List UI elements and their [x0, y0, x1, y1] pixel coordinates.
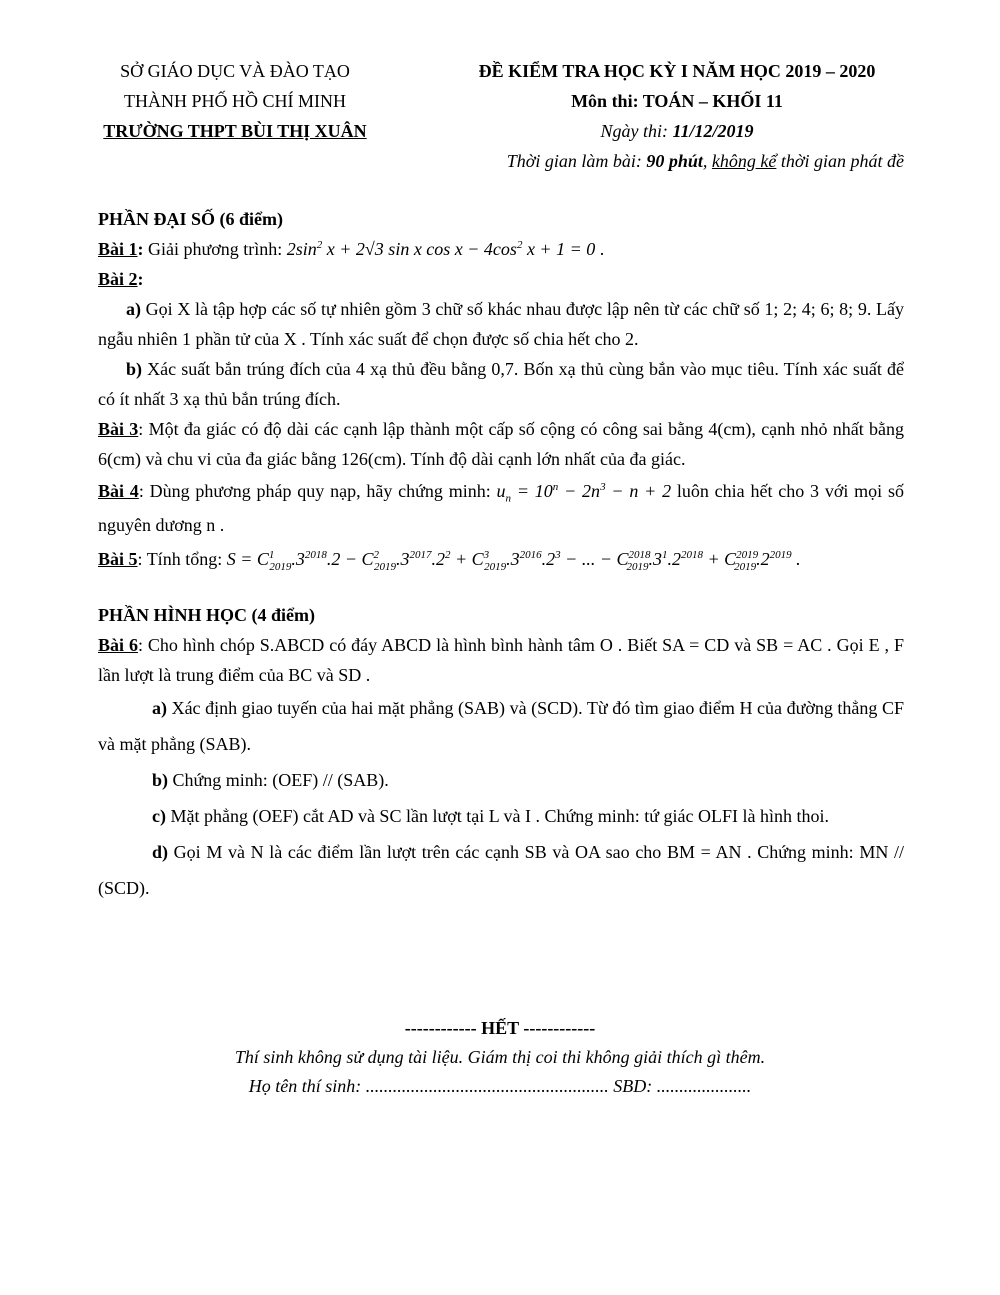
bai-5: [98, 542, 904, 576]
bai-2b-text: Xác suất bắn trúng đích của 4 xạ thủ đều bằng 0,7. Bốn xạ thủ cùng bắn vào mục tiêu. Tính xác suất để có ít nhất 3 xạ thủ bắn trúng đích.: [98, 359, 904, 409]
bai-2a-label: a): [126, 299, 141, 319]
exam-date-label: Ngày thi:: [600, 121, 673, 141]
duration-underline: không kể: [711, 151, 777, 171]
exam-duration: [450, 146, 904, 176]
bai-3: [98, 414, 904, 474]
bai-4: [98, 474, 904, 542]
school-name: TRƯỜNG THPT BÙI THỊ XUÂN: [103, 121, 367, 141]
duration-prefix: Thời gian làm bài:: [506, 151, 647, 171]
bai-4-text: : Dùng phương pháp quy nạp, hãy chứng minh:: [138, 481, 497, 501]
city-name: THÀNH PHỐ HỒ CHÍ MINH: [124, 91, 346, 111]
department-name: SỞ GIÁO DỤC VÀ ĐÀO TẠO: [120, 61, 350, 81]
end-marker: ------------ HẾT ------------: [404, 1018, 596, 1038]
bai-1-text: Giải phương trình:: [143, 239, 287, 259]
header-left: [90, 56, 380, 146]
bai-6b: [98, 762, 904, 798]
bai-6-text: : Cho hình chóp S.ABCD có đáy ABCD là hình bình hành tâm O . Biết SA = CD và SB = AC . Gọi E , F lần lượt là trung điểm của BC và SD .: [98, 635, 904, 685]
bai-6d-text: Gọi M và N là các điểm lần lượt trên các cạnh SB và OA sao cho BM = AN . Chứng minh: MN // (SCD).: [98, 842, 904, 898]
bai-4-tail: luôn chia hết cho 3 với mọi số nguyên dương n .: [98, 481, 904, 535]
bai-1-label: Bài 1: [98, 239, 138, 259]
bai-6a: [98, 690, 904, 762]
bai-4-label: Bài 4: [98, 481, 139, 501]
candidate-note: Thí sinh không sử dụng tài liệu. Giám thị coi thi không giải thích gì thêm.: [234, 1047, 766, 1067]
bai-6d: [98, 834, 904, 906]
bai-6c-text: Mặt phẳng (OEF) cắt AD và SC lần lượt tại L và I . Chứng minh: tứ giác OLFI là hình thoi.: [165, 806, 830, 826]
bai-6b-text: Chứng minh: (OEF) // (SAB).: [168, 770, 389, 790]
exam-date: [450, 116, 904, 146]
geometry-heading: PHẦN HÌNH HỌC (4 điểm): [98, 605, 315, 625]
duration-suffix: thời gian phát đề: [776, 151, 904, 171]
bai-3-label: Bài 3: [98, 419, 139, 439]
bai-5-equation: $S = C^1_{2019}.3^{2018}.2 - C^2_{2019}.3^{2017}.2^2 + C^3_{2019}.3^{2016}.2^3$ − ... − $C^{2018}_{2019}.3^1.2^{2018} + C^{2019}_{2019}.2^{2019}$ .: [226, 549, 801, 573]
bai-6b-label: b): [152, 770, 169, 790]
bai-2b-label: b): [126, 359, 143, 379]
bai-6-label: Bài 6: [98, 635, 138, 655]
bai-6c-label: c): [152, 806, 166, 826]
bai-6: [98, 630, 904, 690]
exam-subject: Môn thi: TOÁN – KHỐI 11: [571, 91, 783, 111]
bai-2: Bài 2:: [98, 269, 144, 289]
bai-6c: [98, 798, 904, 834]
exam-content: [98, 204, 904, 906]
bai-1-equation: $2\sin^2$ x + 2√3 sin x $\cos x - 4\cos^2$ x + 1 = 0: [286, 239, 596, 259]
bai-5-label: Bài 5: [98, 549, 138, 569]
bai-6a-label: a): [152, 698, 167, 718]
bai-1: Bài 1: Giải phương trình: $2\sin^2$ x + 2√3 sin x $\cos x - 4\cos^2$ x + 1 = 0 .: [98, 239, 605, 259]
bai-6a-text: Xác định giao tuyến của hai mặt phẳng (SAB) và (SCD). Từ đó tìm giao điểm H của đường thẳng CF và mặt phẳng (SAB).: [98, 698, 904, 754]
bai-2b: [98, 354, 904, 414]
bai-2a: [98, 294, 904, 354]
candidate-info-line: Họ tên thí sinh: ...................................................... SBD: .....................: [248, 1076, 752, 1096]
header-right: [450, 56, 904, 176]
bai-3-text: : Một đa giác có độ dài các cạnh lập thành một cấp số cộng có công sai bằng 4(cm), cạnh nhỏ nhất bằng 6(cm) và chu vi của đa giác bằng 126(cm). Tính độ dài cạnh lớn nhất của đa giác.: [98, 419, 904, 469]
exam-title: ĐỀ KIỂM TRA HỌC KỲ I NĂM HỌC 2019 – 2020: [478, 61, 876, 81]
duration-sep: ,: [702, 151, 712, 171]
bai-6d-label: d): [152, 842, 169, 862]
bai-2a-text: Gọi X là tập hợp các số tự nhiên gồm 3 chữ số khác nhau được lập nên từ các chữ số 1; 2; 4; 6; 8; 9. Lấy ngẫu nhiên 1 phần tử của X . Tính xác suất để chọn được số chia hết cho 2.: [98, 299, 904, 349]
exam-date-value: 11/12/2019: [672, 121, 754, 141]
algebra-heading: PHẦN ĐẠI SỐ (6 điểm): [98, 209, 283, 229]
bai-2-label: Bài 2: [98, 269, 138, 289]
duration-value: 90 phút: [646, 151, 703, 171]
bai-4-equation: $u_n = 10^n - 2n^3 - n + 2$: [496, 481, 672, 505]
bai-5-text: : Tính tổng:: [137, 549, 227, 569]
exam-footer: [90, 1014, 910, 1101]
